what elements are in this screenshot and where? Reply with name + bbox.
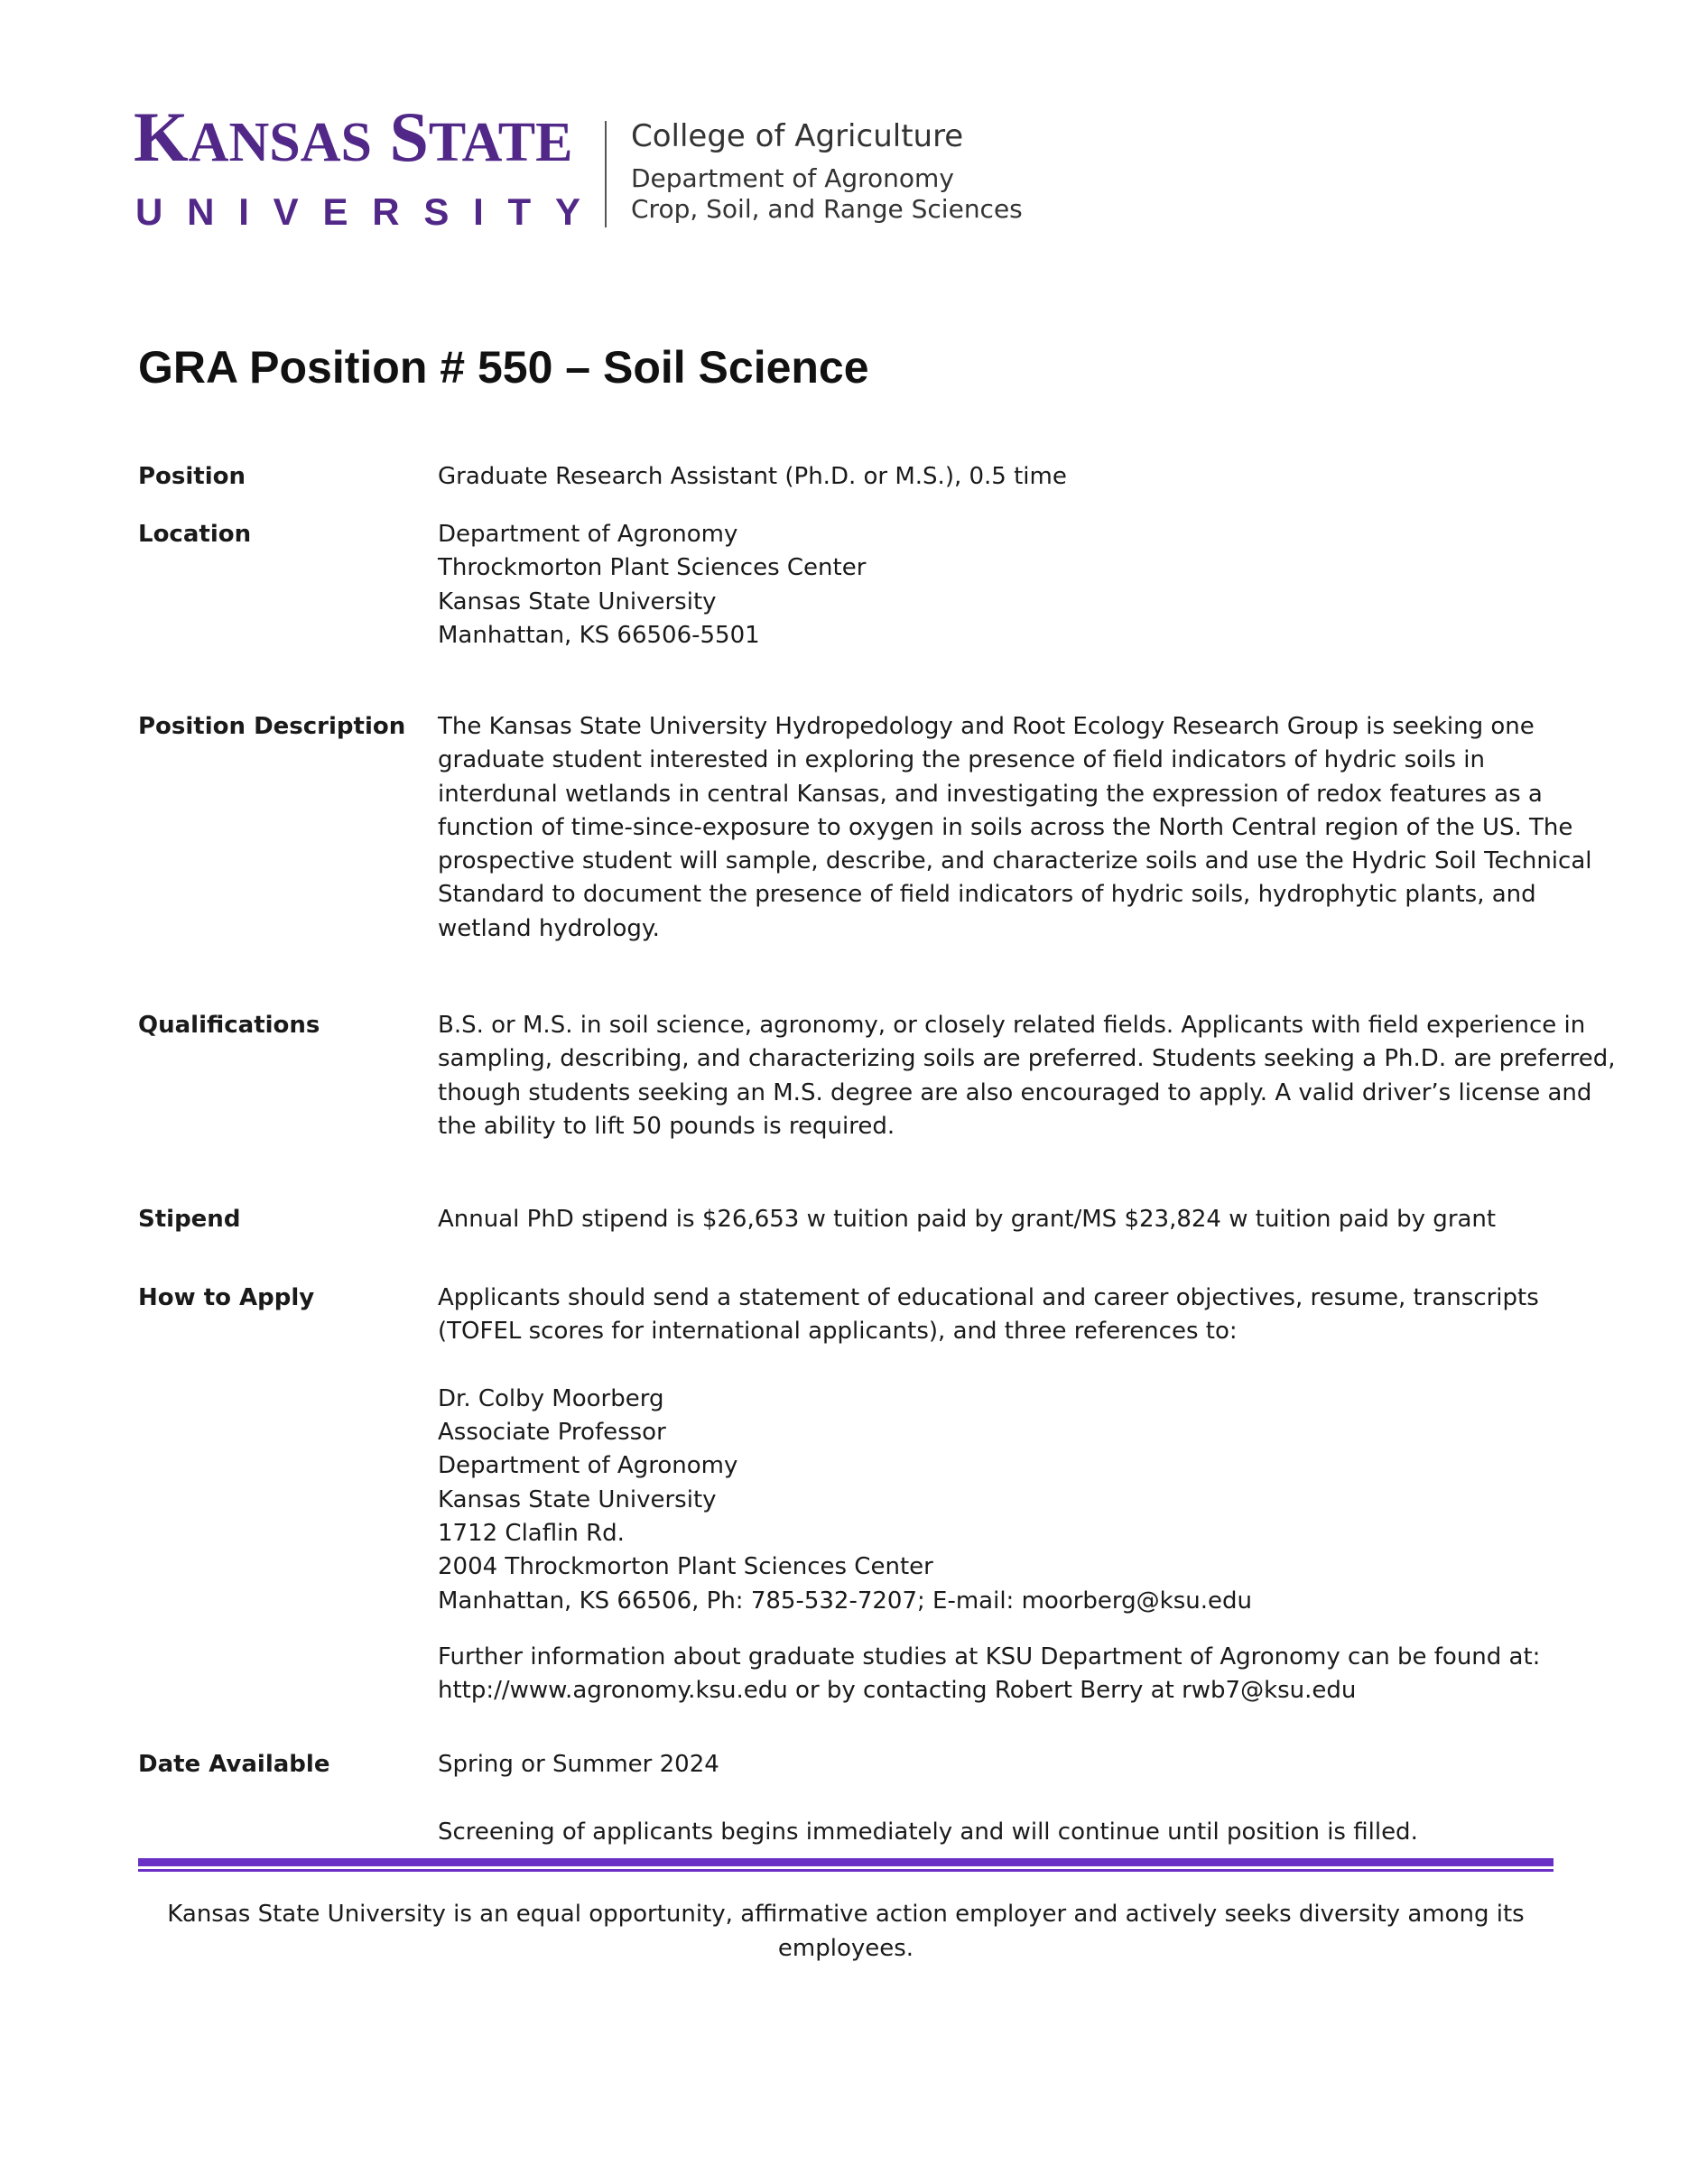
spacer [438, 1618, 1548, 1641]
footer-divider [138, 1858, 1554, 1872]
section-label: Position [138, 463, 246, 490]
logo-divider [605, 121, 607, 227]
further-info-line: Further information about graduate studies at KSU Department of Agronomy can be found at: [438, 1643, 1541, 1670]
qualifications-line: B.S. or M.S. in soil science, agronomy, or closely related fields. Applicants with field experience in [438, 1012, 1586, 1039]
section-label: Location [138, 521, 252, 548]
section-label: Date Available [138, 1751, 330, 1778]
section-label: Position Description [138, 713, 406, 740]
section-content [438, 710, 1592, 946]
logo-wordmark-top: KANSAS STATE [134, 97, 573, 176]
description-line: prospective student will sample, describe, and characterize soils and use the Hydric Soil Technical [438, 847, 1592, 875]
location-line: Department of Agronomy [438, 521, 738, 548]
section-content [438, 460, 1548, 494]
location-line: Throckmorton Plant Sciences Center [438, 554, 867, 582]
further-info-line: http://www.agronomy.ksu.edu or by contacting Robert Berry at rwb7@ksu.edu [438, 1677, 1357, 1705]
location-line: Kansas State University [438, 588, 717, 615]
section-content [438, 1203, 1548, 1236]
stipend-text: Annual PhD stipend is $26,653 w tuition paid by grant/MS $23,824 w tuition paid by grant [438, 1206, 1497, 1233]
description-line: The Kansas State University Hydropedology and Root Ecology Research Group is seeking one [438, 713, 1535, 740]
location-line: Manhattan, KS 66506-5501 [438, 621, 760, 649]
contact-line: Manhattan, KS 66506, Ph: 785-532-7207; E-mail: moorberg@ksu.edu [438, 1587, 1252, 1615]
screening-text: Screening of applicants begins immediately and will continue until position is filled. [438, 1818, 1418, 1846]
spacer [438, 1349, 1548, 1383]
department-block [631, 116, 1023, 225]
section-content [438, 1748, 1548, 1849]
qualifications-line: sampling, describing, and characterizing soils are preferred. Students seeking a Ph.D. are preferred, [438, 1045, 1616, 1073]
contact-line: Associate Professor [438, 1419, 666, 1447]
section-content [438, 1009, 1616, 1143]
description-line: function of time-since-exposure to oxygen in soils across the North Central region of the US. The [438, 813, 1573, 841]
department-name: Department of Agronomy [631, 163, 954, 193]
apply-intro-line: (TOFEL scores for international applicants), and three references to: [438, 1318, 1238, 1346]
college-name: College of Agriculture [631, 118, 964, 154]
section-label: How to Apply [138, 1284, 315, 1311]
eeo-line: Kansas State University is an equal opportunity, affirmative action employer and actively seeks diversity among its [167, 1901, 1525, 1928]
contact-line: 2004 Throckmorton Plant Sciences Center [438, 1553, 933, 1581]
eeo-statement [138, 1898, 1554, 1966]
contact-line: Dr. Colby Moorberg [438, 1384, 664, 1412]
date-text: Spring or Summer 2024 [438, 1751, 719, 1778]
description-line: wetland hydrology. [438, 914, 660, 942]
page-title: GRA Position # 550 – Soil Science [138, 342, 869, 393]
logo-wordmark-bottom: U N I V E R S I T Y [135, 190, 580, 233]
description-line: interdunal wetlands in central Kansas, and investigating the expression of redox features as a [438, 780, 1543, 808]
contact-line: 1712 Claflin Rd. [438, 1520, 625, 1548]
apply-intro-line: Applicants should send a statement of educational and career objectives, resume, transcripts [438, 1284, 1539, 1311]
description-line: graduate student interested in exploring the presence of field indicators of hydric soils in [438, 746, 1486, 774]
department-subtitle: Crop, Soil, and Range Sciences [631, 194, 1023, 224]
section-label: Stipend [138, 1206, 241, 1233]
university-logo [134, 97, 585, 233]
position-text: Graduate Research Assistant (Ph.D. or M.S.), 0.5 time [438, 463, 1067, 490]
eeo-line: employees. [777, 1934, 914, 1962]
section-content [438, 518, 1548, 652]
qualifications-line: though students seeking an M.S. degree are also encouraged to apply. A valid driver’s license and [438, 1078, 1592, 1106]
qualifications-line: the ability to lift 50 pounds is required. [438, 1112, 895, 1140]
spacer [438, 1781, 1548, 1815]
letterhead [134, 97, 1023, 233]
contact-line: Kansas State University [438, 1485, 717, 1513]
section-label: Qualifications [138, 1012, 320, 1039]
section-content [438, 1282, 1548, 1708]
description-line: Standard to document the presence of field indicators of hydric soils, hydrophytic plants, and [438, 881, 1536, 909]
contact-line: Department of Agronomy [438, 1452, 738, 1480]
